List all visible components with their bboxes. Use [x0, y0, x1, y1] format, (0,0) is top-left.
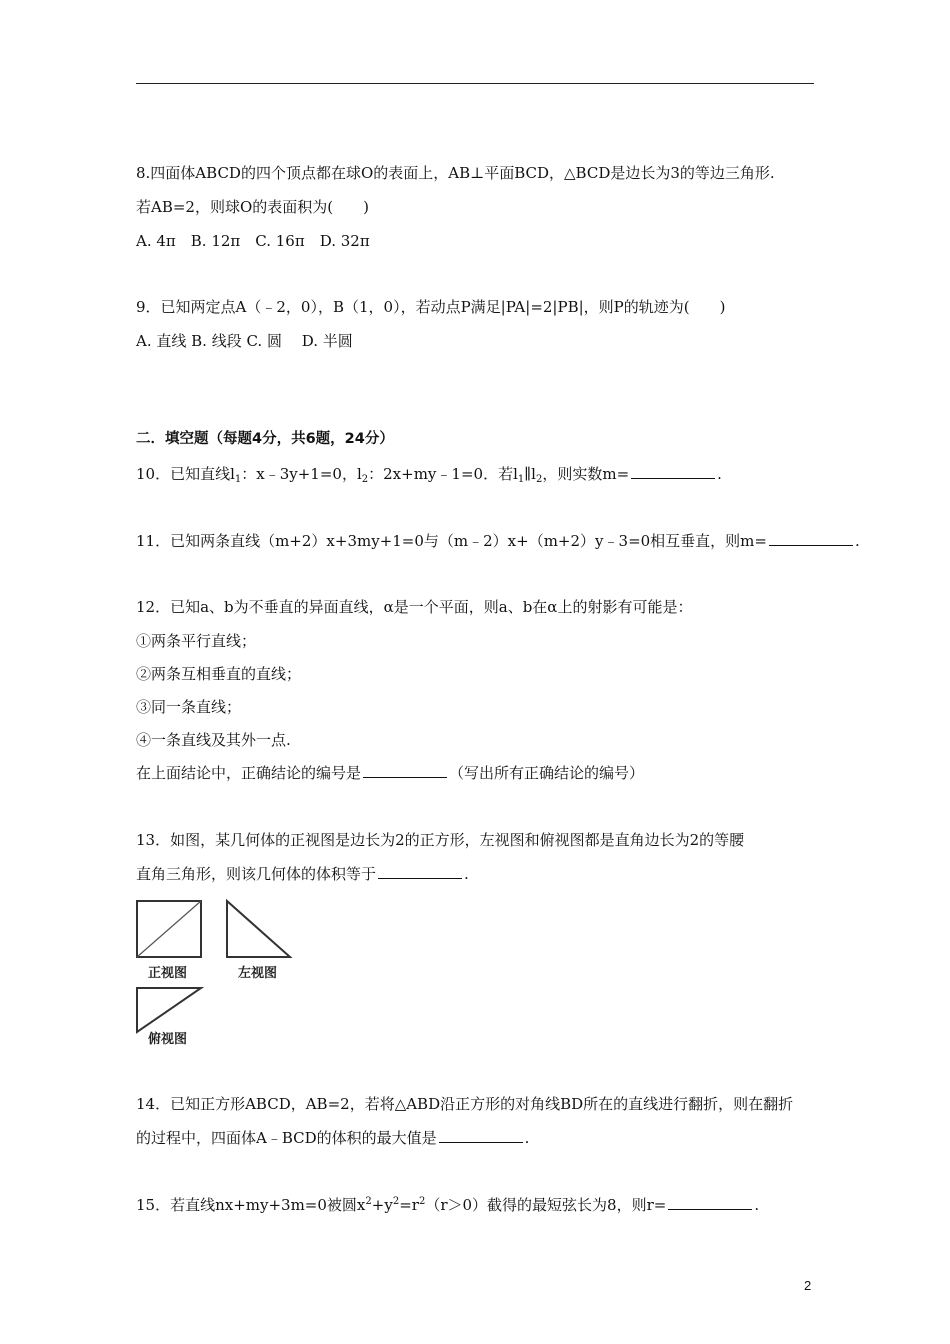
q12-ask: 在上面结论中，正确结论的编号是 （写出所有正确结论的编号）	[136, 764, 645, 782]
left-view-label: 左视图	[238, 966, 278, 981]
q10-line: 10．已知直线$l_1$：x﹣3y+1=0，$l_2$：2x+my﹣1=0．若$l_1\parallel l_2$，则实数m= .	[136, 465, 722, 485]
header-rule	[136, 83, 814, 84]
q12-item4: ④一条直线及其外一点.	[136, 731, 291, 749]
q12-stem: 12．已知a、b为不垂直的异面直线，α是一个平面，则a、b在α上的射影有可能是：	[136, 598, 693, 616]
q11-answer-blank	[769, 531, 853, 546]
q12-item2: ②两条互相垂直的直线；	[136, 665, 302, 683]
q12-item1: ①两条平行直线；	[136, 632, 257, 650]
q12-item3: ③同一条直线；	[136, 698, 242, 716]
front-view-diagonal	[137, 901, 201, 957]
q14-answer-blank	[439, 1128, 523, 1143]
left-view-triangle	[227, 901, 290, 957]
q8-line2: 若AB=2，则球O的表面积为( )	[136, 198, 369, 216]
q13-answer-blank	[378, 864, 462, 879]
q13-line1: 13．如图，某几何体的正视图是边长为2的正方形，左视图和俯视图都是直角边长为2的等腰	[136, 831, 745, 849]
q8-line1: 8.四面体ABCD的四个顶点都在球O的表面上，AB⊥平面BCD，△BCD是边长为3的等边三角形.	[136, 164, 775, 182]
page-number: 2	[804, 1278, 812, 1293]
q15-answer-blank	[668, 1195, 752, 1210]
q11-line: 11．已知两条直线（m+2）x+3my+1=0与（m﹣2）x+（m+2）y﹣3=0相互垂直，则m= .	[136, 532, 860, 550]
q8-options: A. 4π B. 12π C. 16π D. 32π	[136, 232, 370, 250]
top-view-triangle	[137, 988, 201, 1032]
q9-line1: 9．已知两定点A（﹣2，0），B（1，0），若动点P满足|PA|=2|PB|，则P的轨迹为( )	[136, 298, 726, 316]
q15-line: 15．若直线nx+my+3m=0被圆$x^2+y^2=r^2(r>0)$截得的最短弦长为8，则r= .	[136, 1196, 760, 1214]
q13-line2: 直角三角形，则该几何体的体积等于 .	[136, 865, 469, 883]
q14-line2: 的过程中，四面体A﹣BCD的体积的最大值是 .	[136, 1129, 530, 1147]
top-view-label: 俯视图	[148, 1032, 188, 1047]
front-view-label: 正视图	[148, 966, 188, 981]
q10-answer-blank	[631, 464, 715, 479]
q9-options: A. 直线 B. 线段 C. 圆 D. 半圆	[136, 332, 353, 350]
q12-answer-blank	[363, 763, 447, 778]
section-heading: 二．填空题（每题4分，共6题，24分）	[136, 431, 394, 447]
q14-line1: 14．已知正方形ABCD，AB=2，若将△ABD沿正方形的对角线BD所在的直线进行翻折，则在翻折	[136, 1095, 794, 1113]
